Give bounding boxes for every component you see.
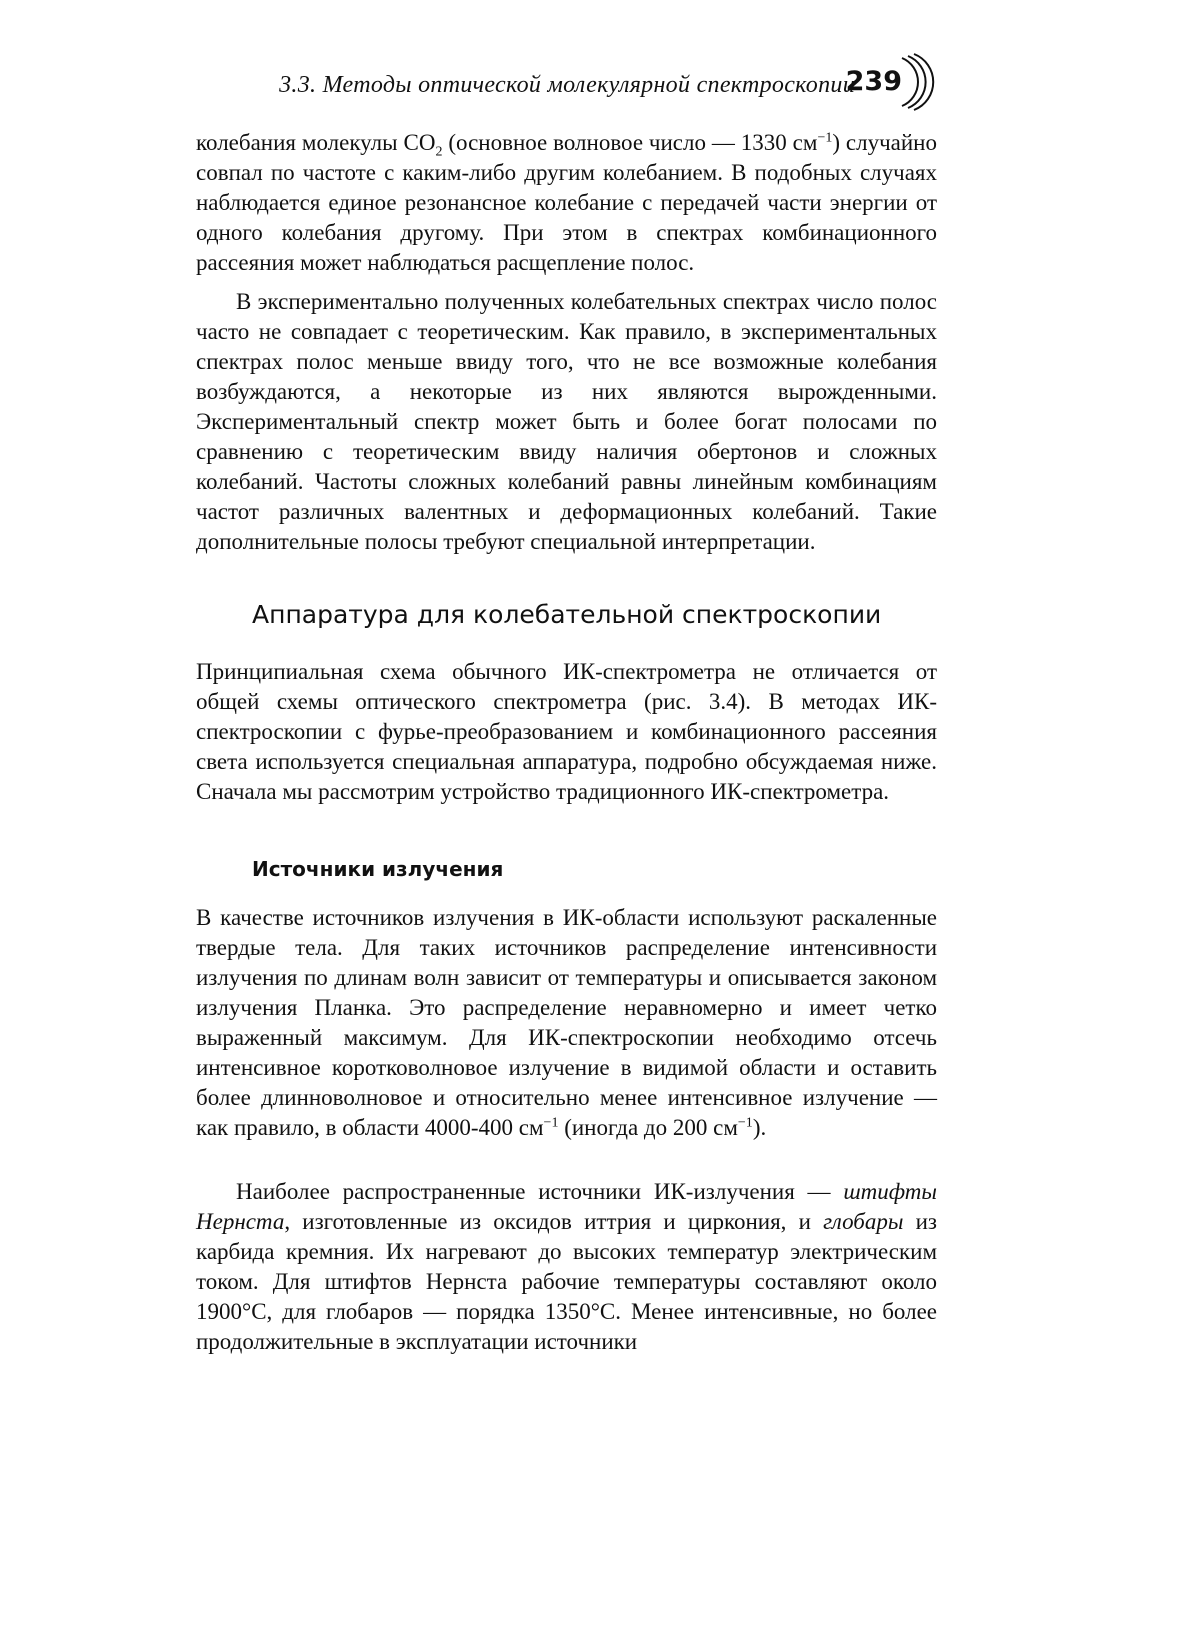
- paragraph-radiation-sources: [196, 903, 937, 1143]
- text-run: колебания молекулы CO: [196, 130, 436, 155]
- running-title: 3.3. Методы оптической молекулярной спектроскопии: [279, 72, 855, 98]
- page-number: 239: [845, 66, 902, 97]
- paragraph-text: [196, 903, 937, 1143]
- text-run: ).: [752, 1115, 767, 1140]
- text-run: Наиболее распространенные источники ИК-излучения —: [236, 1179, 844, 1204]
- paragraph-text: [196, 1177, 937, 1357]
- paragraph-nernst-globar: [196, 1177, 937, 1357]
- paragraph-text: В экспериментально полученных колебательных спектрах число полос часто не совпадает с теоретическим. Как правило, в экспериментальных спектрах полос меньше ввиду того, что не все возможные колебания возбуждаются, а некоторые из них являются вырожденными. Экспериментальный спектр может быть и более богат полосами по сравнению с теоретическим ввиду наличия обертонов и сложных колебаний. Частоты сложных колебаний равны линейным комбинациям частот различных валентных и деформационных колебаний. Такие дополнительные полосы требуют специальной интерпретации.: [196, 289, 937, 554]
- text-run: из карбида кремния. Их нагревают до высоких температур электрическим током. Для штифтов Нернста рабочие температуры составляют около 1900°C, для глобаров — порядка 1350°C. Менее интенсивные, но более продолжительные в эксплуатации источники: [196, 1209, 937, 1354]
- page-number-arcs-icon: [896, 52, 940, 112]
- text-run: (иногда до 200 см: [558, 1115, 738, 1140]
- text-run: В качестве источников излучения в ИК-области используют раскаленные твердые тела. Для таких источников распределение интенсивности излучения по длинам волн зависит от температуры и описывается законом излучения Планка. Это распределение неравномерно и имеет четко выраженный максимум. Для ИК-спектроскопии необходимо отсечь интенсивное коротковолновое излучение в видимой области и оставить более длинноволновое и относительно менее интенсивное излучение — как правило, в области 4000-400 см: [196, 905, 937, 1140]
- subsection-heading: Источники излучения: [252, 857, 504, 881]
- superscript: −1: [817, 130, 833, 146]
- paragraph-resonance: [196, 128, 937, 278]
- subscript: 2: [435, 144, 443, 160]
- paragraph-experimental-spectra: [196, 287, 937, 557]
- text-run: , изготовленные из оксидов иттрия и циркония, и: [284, 1209, 824, 1234]
- text-run: ) случайно совпал по частоте с каким-либо другим колебанием. В подобных случаях наблюдается единое резонансное колебание с передачей части энергии от одного колебания другому. При этом в спектрах комбинационного рассеяния может наблюдаться расщепление полос.: [196, 130, 937, 275]
- text-run: (основное волновое число — 1330 см: [442, 130, 818, 155]
- superscript: −1: [543, 1115, 559, 1131]
- italic-term: штифты Нернста: [196, 1179, 937, 1234]
- paragraph-text: [196, 128, 937, 278]
- italic-term: глобары: [823, 1209, 904, 1234]
- paragraph-ir-spectrometer: [196, 657, 937, 807]
- running-head: [279, 60, 940, 106]
- paragraph-text: Принципиальная схема обычного ИК-спектрометра не отличается от общей схемы оптического спектрометра (рис. 3.4). В методах ИК-спектроскопии с фурье-преобразованием и комбинационного рассеяния света используется специальная аппаратура, подробно обсуждаемая ниже. Сначала мы рассмотрим устройство традиционного ИК-спектрометра.: [196, 659, 937, 804]
- section-heading: Аппаратура для колебательной спектроскопии: [252, 600, 882, 629]
- superscript: −1: [737, 1115, 753, 1131]
